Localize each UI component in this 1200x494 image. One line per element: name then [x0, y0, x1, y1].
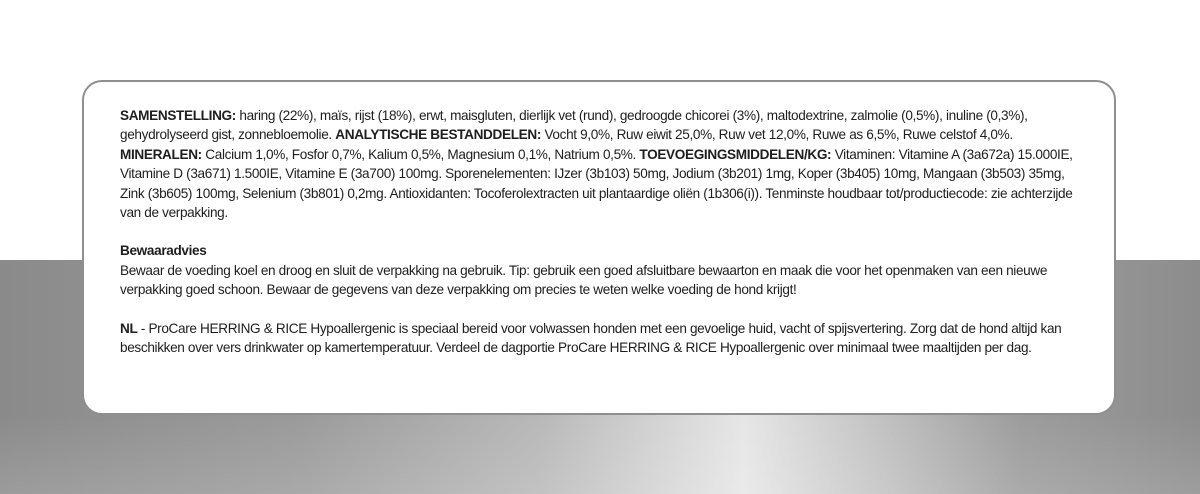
- paragraph-spacer: [120, 300, 1074, 319]
- nl-label: NL: [120, 320, 138, 336]
- analytische-label: ANALYTISCHE BESTANDDELEN:: [335, 127, 542, 143]
- storage-heading-text: Bewaaradvies: [120, 243, 207, 259]
- storage-heading: [120, 241, 1074, 260]
- label-text-panel: [82, 80, 1116, 415]
- paragraph-spacer: [120, 222, 1074, 241]
- mineralen-text: Calcium 1,0%, Fosfor 0,7%, Kalium 0,5%, Magnesium 0,1%, Natrium 0,5%.: [205, 146, 636, 162]
- mineralen-label: MINERALEN:: [120, 146, 202, 162]
- nl-text: - ProCare HERRING & RICE Hypoallergenic is speciaal bereid voor volwassen honden met een gevoelige huid, vacht of spijsvertering. Zorg dat de hond altijd kan beschikken over vers drinkwater op kamertemperatuur. Verdeel de dagportie ProCare HERRING & RICE Hypoallergenic over minimaal twee maaltijden per dag.: [120, 320, 1062, 356]
- analytische-text: Vocht 9,0%, Ruw eiwit 25,0%, Ruw vet 12,0%, Ruwe as 6,5%, Ruwe celstof 4,0%.: [544, 127, 1013, 143]
- nl-paragraph: [120, 319, 1074, 358]
- toevoegings-label: TOEVOEGINGSMIDDELEN/KG:: [639, 146, 832, 162]
- samenstelling-label: SAMENSTELLING:: [120, 108, 236, 123]
- samenstelling-text: haring (22%), maïs, rijst (18%), erwt, maisgluten, dierlijk vet (rund), gedroogde chicorei (3%), maltodextrine, zalmolie (0,5%), inuline (0,3%), gehydrolyseerd gist, zonnebloemolie.: [120, 108, 1028, 143]
- composition-paragraph: [120, 106, 1074, 222]
- toevoegings-text: Vitaminen: Vitamine A (3a672a) 15.000IE, Vitamine D (3a671) 1.500IE, Vitamine E (3a700) 100mg. Sporenelementen: IJzer (3b103) 50mg, Jodium (3b201) 1mg, Koper (3b405) 10mg, Mangaan (3b503) 35mg, Zink (3b605) 100mg, Selenium (3b801) 0,2mg. Antioxidanten: Tocoferolextracten uit plantaardige oliën (1b306(i)). Tenminste houdbaar tot/productiecode: zie achterzijde van de verpakking.: [120, 146, 1073, 221]
- storage-text: Bewaar de voeding koel en droog en sluit de verpakking na gebruik. Tip: gebruik een goed afsluitbare bewaarton en maak die voor het openmaken van een nieuwe verpakking goed schoon. Bewaar de gegevens van deze verpakking om precies te weten welke voeding de hond krijgt!: [120, 262, 1048, 298]
